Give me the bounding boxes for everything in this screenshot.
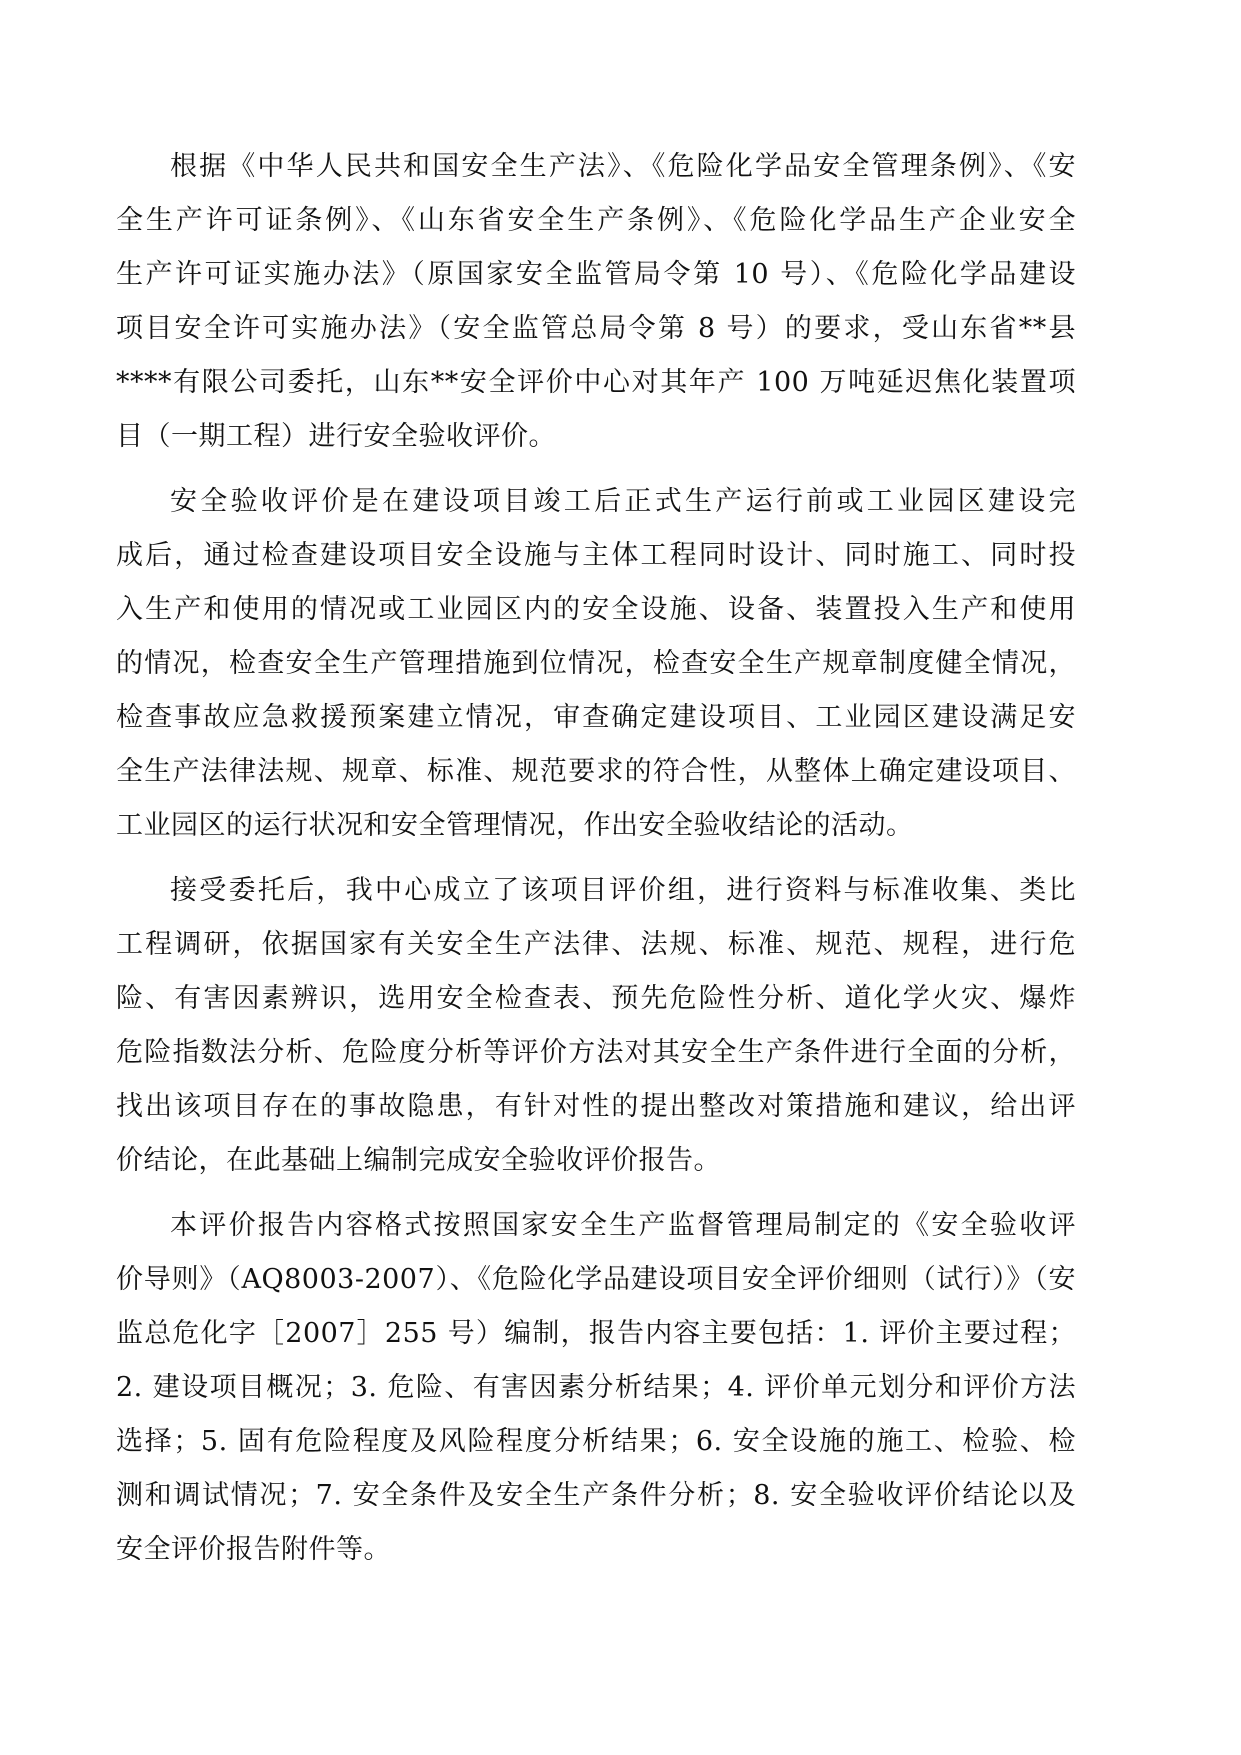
text-line: 接受委托后，我中心成立了该项目评价组，进行资料与标准收集、类比 [170, 875, 1076, 906]
text-line: 全生产许可证条例》、《山东省安全生产条例》、《危险化学品生产企业安全 [116, 205, 1076, 236]
text-line: 根据《中华人民共和国安全生产法》、《危险化学品安全管理条例》、《安 [170, 151, 1076, 182]
paragraph-3 [116, 864, 1076, 1188]
text-line: 项目安全许可实施办法》（安全监管总局令第 8 号）的要求，受山东省**县 [116, 313, 1076, 344]
text-line: 工业园区的运行状况和安全管理情况，作出安全验收结论的活动。 [116, 810, 914, 841]
paragraph-1 [116, 140, 1076, 464]
text-line: 入生产和使用的情况或工业园区内的安全设施、设备、装置投入生产和使用 [116, 594, 1076, 625]
text-line: 全生产法律法规、规章、标准、规范要求的符合性，从整体上确定建设项目、 [116, 756, 1076, 787]
text-line: 工程调研，依据国家有关安全生产法律、法规、标准、规范、规程，进行危 [116, 929, 1076, 960]
text-line: 生产许可证实施办法》（原国家安全监管局令第 10 号）、《危险化学品建设 [116, 259, 1076, 290]
paragraph-2 [116, 475, 1076, 853]
paragraph-4 [116, 1199, 1076, 1577]
text-line: 的情况，检查安全生产管理措施到位情况，检查安全生产规章制度健全情况， [116, 648, 1076, 679]
text-line: 安全验收评价是在建设项目竣工后正式生产运行前或工业园区建设完 [170, 486, 1076, 517]
text-line: 成后，通过检查建设项目安全设施与主体工程同时设计、同时施工、同时投 [116, 540, 1076, 571]
text-line: ****有限公司委托，山东**安全评价中心对其年产 100 万吨延迟焦化装置项 [116, 367, 1076, 398]
text-line: 险、有害因素辨识，选用安全检查表、预先危险性分析、道化学火灾、爆炸 [116, 983, 1076, 1014]
text-line: 目（一期工程）进行安全验收评价。 [116, 421, 556, 452]
text-line: 检查事故应急救援预案建立情况，审查确定建设项目、工业园区建设满足安 [116, 702, 1076, 733]
text-line: 选择；5. 固有危险程度及风险程度分析结果；6. 安全设施的施工、检验、检 [116, 1426, 1076, 1457]
text-line: 价结论，在此基础上编制完成安全验收评价报告。 [116, 1145, 721, 1176]
text-line: 安全评价报告附件等。 [116, 1534, 391, 1565]
text-line: 监总危化字［2007］255 号）编制，报告内容主要包括：1. 评价主要过程； [116, 1318, 1076, 1349]
text-line: 本评价报告内容格式按照国家安全生产监督管理局制定的《安全验收评 [170, 1210, 1076, 1241]
text-line: 测和调试情况；7. 安全条件及安全生产条件分析；8. 安全验收评价结论以及 [116, 1480, 1076, 1511]
text-line: 找出该项目存在的事故隐患，有针对性的提出整改对策措施和建议，给出评 [116, 1091, 1076, 1122]
text-line: 危险指数法分析、危险度分析等评价方法对其安全生产条件进行全面的分析， [116, 1037, 1076, 1068]
document-body [116, 140, 1076, 1588]
text-line: 2. 建设项目概况；3. 危险、有害因素分析结果；4. 评价单元划分和评价方法 [116, 1372, 1076, 1403]
text-line: 价导则》（AQ8003-2007）、《危险化学品建设项目安全评价细则（试行）》（安 [116, 1264, 1076, 1295]
